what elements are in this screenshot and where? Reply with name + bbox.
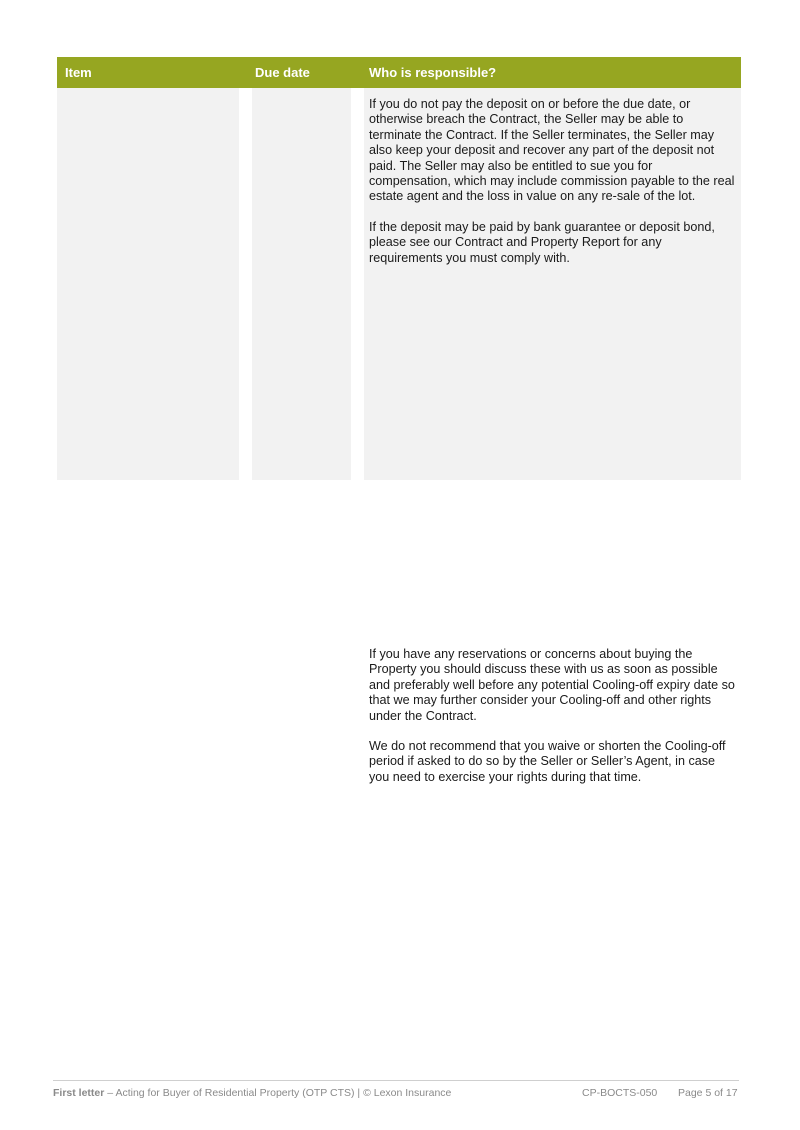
deposit-breach-paragraph: If you do not pay the deposit on or before the due date, or otherwise breach the Contract, the Seller may be able to terminate the Contract. If the Seller terminates, the Seller may also keep your deposit and recover any part of the deposit not paid. The Seller may also be entitled to sue you for compensation, which may include commission payable to the real estate agent and the loss in value on any re-sale of the lot. (369, 97, 735, 204)
row1-item-cell (57, 88, 239, 480)
cooling-off-concerns-paragraph: If you have any reservations or concerns about buying the Property you should discuss these with us as soon as possible and preferably well before any potential Cooling-off expiry date so that we may further consider your Cooling-off and other rights under the Contract. (369, 647, 735, 723)
row1-due-date-cell (252, 88, 351, 480)
column-header-due-date: Due date (255, 65, 310, 80)
table-header (57, 57, 741, 88)
footer-document-code: CP-BOCTS-050 (582, 1087, 658, 1099)
footer-divider (53, 1080, 739, 1081)
cooling-off-waiver-paragraph: We do not recommend that you waive or shorten the Cooling-off period if asked to do so by the Seller or Seller’s Agent, in case you need to exercise your rights during that time. (369, 739, 726, 784)
row1-responsible-text (369, 97, 735, 281)
bank-guarantee-paragraph: If the deposit may be paid by bank guarantee or deposit bond, please see our Contract and Property Report for any requirements you must comply with. (369, 219, 715, 265)
column-header-responsible: Who is responsible? (369, 65, 497, 80)
column-header-item: Item (65, 65, 92, 80)
footer-title-bold: First letter (53, 1087, 105, 1099)
footer-page-number: Page 5 of 17 (678, 1087, 738, 1099)
row2-responsible-text (369, 647, 735, 800)
footer-document-title (53, 1087, 451, 1099)
footer-title-rest: – Acting for Buyer of Residential Property (OTP CTS) | © Lexon Insurance (104, 1087, 452, 1099)
